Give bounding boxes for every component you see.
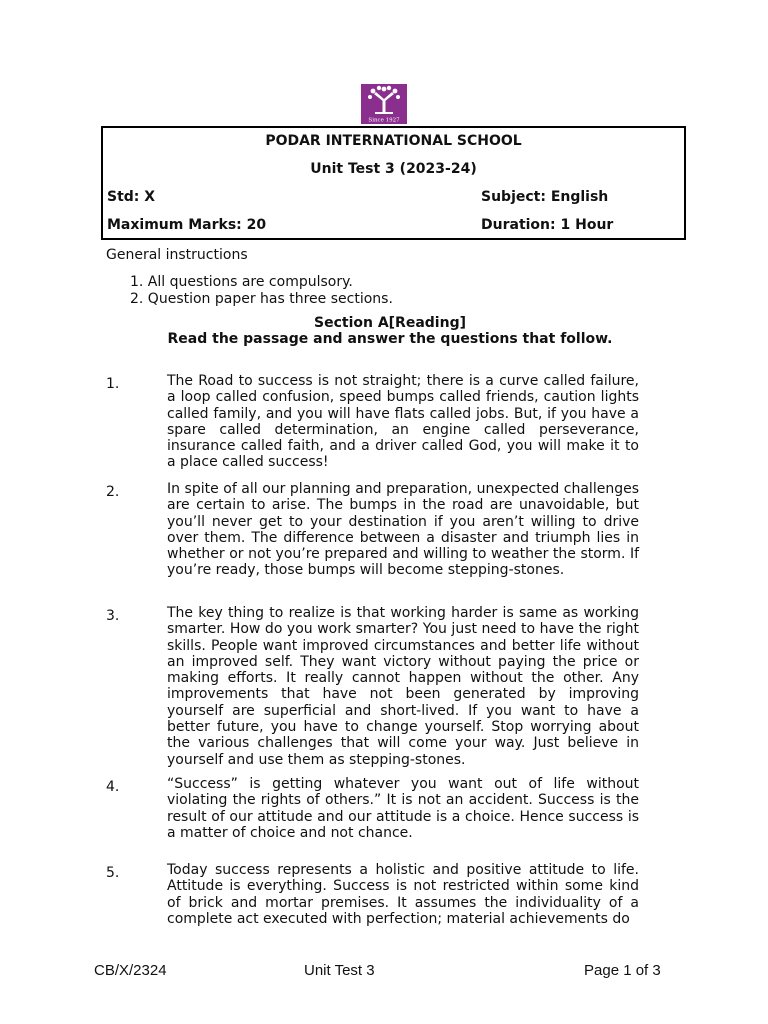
paragraph-text: In spite of all our planning and preparation, unexpected challenges are certain to arise. The bumps in the road are unavoidable, but you’ll never get to your destination if you aren’t willing to drive over them. The difference between a disaster and triumph lies in whether or not you’re prepared and willing to weather the storm. If you’re ready, those bumps will become stepping-stones. — [167, 481, 639, 579]
duration-label: Duration: 1 Hour — [481, 217, 614, 233]
paragraph-text: Today success represents a holistic and positive attitude to life. Attitude is everything. Success is not restricted within some kind of brick and mortar premises. It assumes the individuality of a complete act executed with perfection; material achievements do — [167, 862, 639, 927]
instructions-list — [130, 274, 393, 308]
tree-icon — [361, 84, 407, 124]
paragraph-text: The key thing to realize is that working harder is same as working smarter. How do you work smarter? You just need to have the right skills. People want improved circumstances and better life without an improved self. They want victory without paying the price or making efforts. It really cannot happen without the other. Any improvements that have not been generated by improving yourself are superficial and short-lived. If you want to have a better future, you have to change yourself. Stop worrying about the various challenges that will come your way. Just believe in yourself and use them as stepping-stones. — [167, 605, 639, 768]
section-title: Section A[Reading] — [314, 315, 466, 331]
footer-title: Unit Test 3 — [304, 962, 375, 979]
instruction-item: 2. Question paper has three sections. — [130, 291, 393, 307]
paragraph-number: 5. — [106, 865, 120, 881]
exam-header-box — [101, 126, 686, 240]
instructions-title: General instructions — [106, 247, 248, 263]
school-logo — [361, 84, 407, 124]
page-number: Page 1 of 3 — [584, 962, 661, 979]
section-subtitle: Read the passage and answer the questions that follow. — [167, 331, 613, 347]
subject-label: Subject: English — [481, 189, 609, 205]
exam-title: Unit Test 3 (2023-24) — [310, 161, 477, 177]
standard-label: Std: X — [107, 189, 156, 205]
paragraph-text: The Road to success is not straight; there is a curve called failure, a loop called confusion, speed bumps called friends, caution lights called family, and you will have flats called jobs. But, if you have a spare called determination, an engine called perseverance, insurance called faith, and a driver called God, you will make it to a place called success! — [167, 373, 639, 471]
max-marks-label: Maximum Marks: 20 — [107, 217, 267, 233]
footer-code: CB/X/2324 — [94, 962, 167, 979]
paragraph-number: 2. — [106, 484, 120, 500]
school-name: PODAR INTERNATIONAL SCHOOL — [265, 133, 522, 149]
paragraph-number: 1. — [106, 376, 120, 392]
paragraph-number: 4. — [106, 779, 120, 795]
paragraph-number: 3. — [106, 608, 120, 624]
logo-caption: Since 1927 — [368, 117, 400, 124]
paragraph-text: “Success” is getting whatever you want out of life without violating the rights of others.” It is not an accident. Success is the result of our attitude and our attitude is a choice. Hence success is a matter of choice and not chance. — [167, 776, 639, 841]
instruction-item: 1. All questions are compulsory. — [130, 274, 353, 290]
